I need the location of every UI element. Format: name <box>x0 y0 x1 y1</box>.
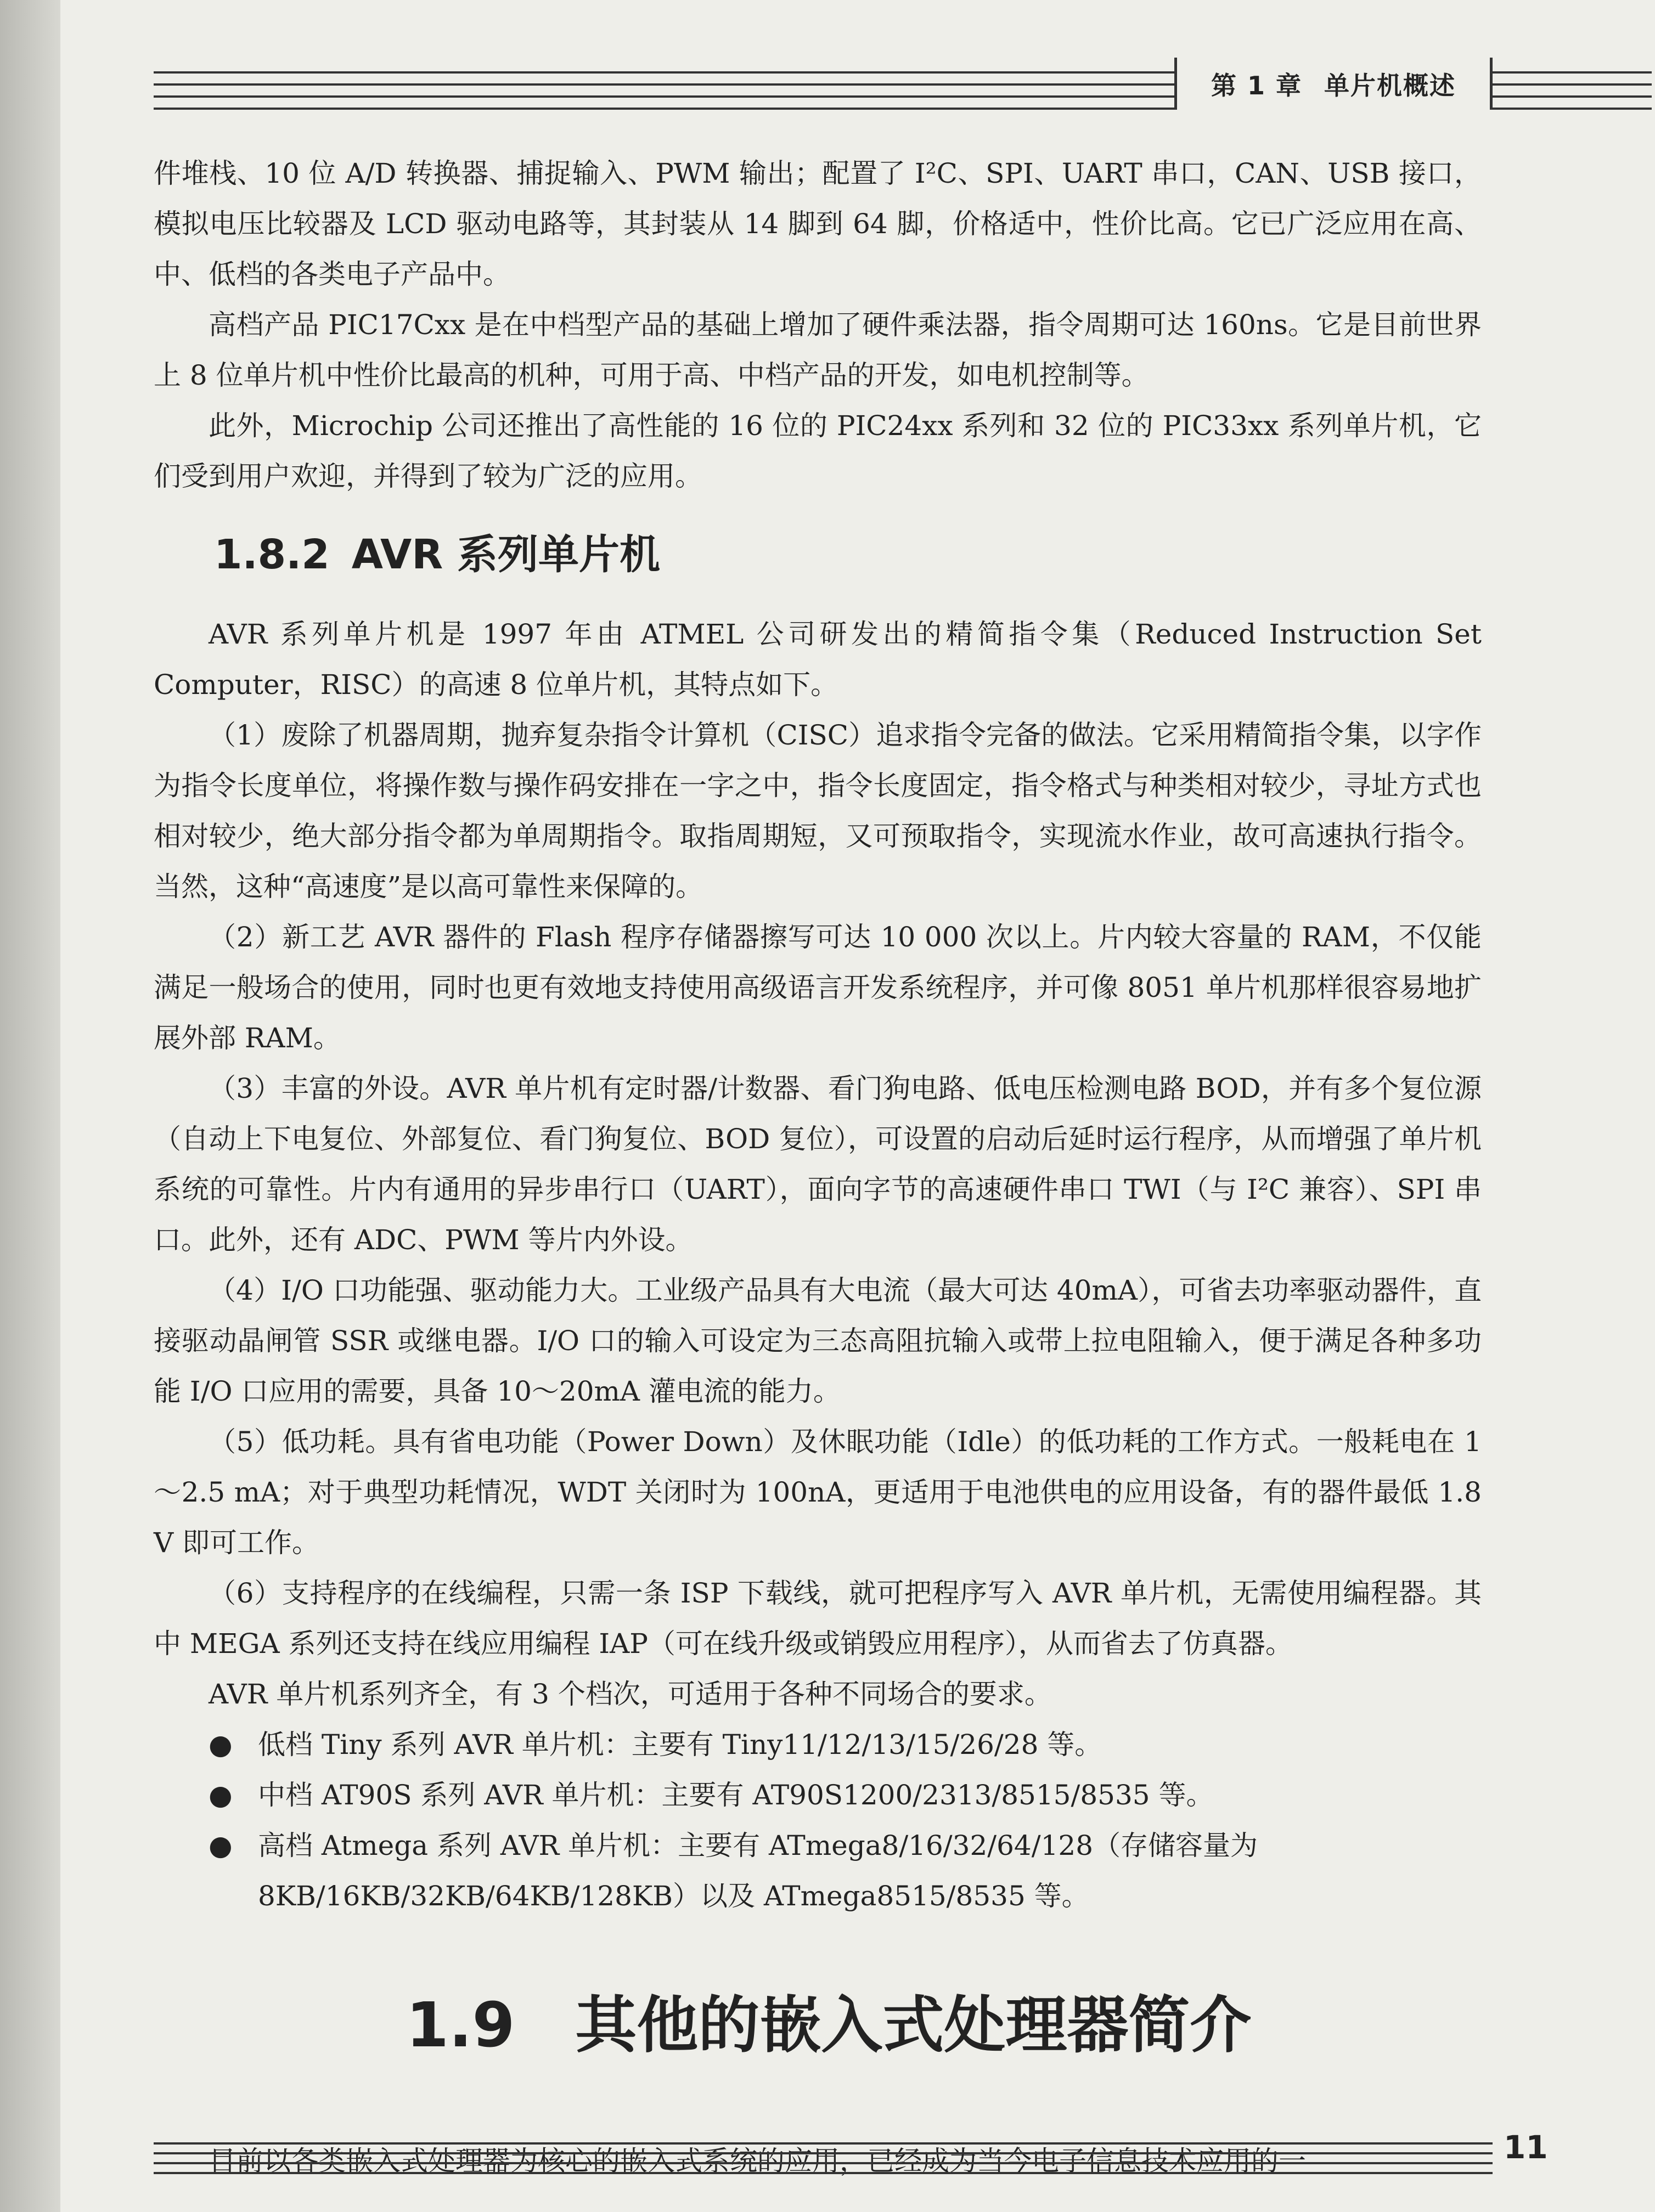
paragraph: 件堆栈、10 位 A/D 转换器、捕捉输入、PWM 输出；配置了 I²C、SPI、UART 串口，CAN、USB 接口，模拟电压比较器及 LCD 驱动电路等，其封装从 14 脚到 64 脚，价格适中，性价比高。它已广泛应用在高、中、低档的各类电子产品中。 <box>154 157 1482 290</box>
section-heading-1-9 <box>406 1976 1482 2064</box>
list-item-text: 高档 Atmega 系列 AVR 单片机：主要有 ATmega8/16/32/64/128（存储容量为 8KB/16KB/32KB/64KB/128KB）以及 ATmega8515/8535 等。 <box>258 1830 1258 1912</box>
paragraph: AVR 单片机系列齐全，有 3 个档次，可适用于各种不同场合的要求。 <box>209 1678 1052 1710</box>
page-content <box>154 148 1482 2186</box>
bullet-icon: ● <box>209 1779 233 1811</box>
paragraph: 此外，Microchip 公司还推出了高性能的 16 位的 PIC24xx 系列和 32 位的 PIC33xx 系列单片机，它们受到用户欢迎，并得到了较为广泛的应用。 <box>154 410 1482 492</box>
footer-rule <box>154 2142 1493 2175</box>
running-header <box>1174 58 1493 110</box>
paragraph: （6）支持程序的在线编程，只需一条 ISP 下载线，就可把程序写入 AVR 单片机，无需使用编程器。其中 MEGA 系列还支持在线应用编程 IAP（可在线升级或销毁应用程序），从而省去了仿真器。 <box>154 1577 1482 1660</box>
list-item-text: 低档 Tiny 系列 AVR 单片机：主要有 Tiny11/12/13/15/26/28 等。 <box>258 1729 1102 1760</box>
paragraph: 目前以各类嵌入式处理器为核心的嵌入式系统的应用，已经成为当今电子信息技术应用的一 <box>209 2145 1306 2177</box>
section-number: 1.8.2 <box>214 531 330 578</box>
section-heading-1-8-2 <box>214 522 1482 580</box>
book-spine-shadow <box>0 0 60 2212</box>
paragraph: （3）丰富的外设。AVR 单片机有定时器/计数器、看门狗电路、低电压检测电路 BOD，并有多个复位源（自动上下电复位、外部复位、看门狗复位、BOD 复位），可设置的启动后延时运行程序，从而增强了单片机系统的可靠性。片内有通用的异步串行口（UART），面向字节的高速硬件串口 TWI（与 I²C 兼容）、SPI 串口。此外，还有 ADC、PWM 等片内外设。 <box>154 1073 1482 1256</box>
paragraph: （1）废除了机器周期，抛弃复杂指令计算机（CISC）追求指令完备的做法。它采用精简指令集，以字作为指令长度单位，将操作数与操作码安排在一字之中，指令长度固定，指令格式与种类相对较少，寻址方式也相对较少，绝大部分指令都为单周期指令。取指周期短，又可预取指令，实现流水作业，故可高速执行指令。当然，这种“高速度”是以高可靠性来保障的。 <box>154 719 1482 902</box>
page-number: 11 <box>1504 2129 1548 2166</box>
list-item-text: 中档 AT90S 系列 AVR 单片机：主要有 AT90S1200/2313/8515/8535 等。 <box>258 1779 1214 1811</box>
paragraph: （4）I/O 口功能强、驱动能力大。工业级产品具有大电流（最大可达 40mA），可省去功率驱动器件，直接驱动晶闸管 SSR 或继电器。I/O 口的输入可设定为三态高阻抗输入或带上拉电阻输入，便于满足各种多功能 I/O 口应用的需要，具备 10～20mA 灌电流的能力。 <box>154 1274 1482 1407</box>
paragraph: AVR 系列单片机是 1997 年由 ATMEL 公司研发出的精简指令集（Reduced Instruction Set Computer，RISC）的高速 8 位单片机，其特点如下。 <box>154 618 1482 701</box>
bullet-icon: ● <box>209 1729 233 1760</box>
section-title: 其他的嵌入式处理器简介 <box>575 1990 1252 2061</box>
chapter-number: 第 1 章 <box>1211 70 1303 100</box>
list-item <box>154 1719 1482 1770</box>
chapter-title: 单片机概述 <box>1324 70 1456 100</box>
section-number: 1.9 <box>406 1990 515 2061</box>
section-title: AVR 系列单片机 <box>351 531 660 578</box>
paragraph: 高档产品 PIC17Cxx 是在中档型产品的基础上增加了硬件乘法器，指令周期可达 160ns。它是目前世界上 8 位单片机中性价比最高的机种，可用于高、中档产品的开发，如电机控制等。 <box>154 309 1482 391</box>
bullet-icon: ● <box>209 1830 233 1861</box>
paragraph: （2）新工艺 AVR 器件的 Flash 程序存储器擦写可达 10 000 次以上。片内较大容量的 RAM，不仅能满足一般场合的使用，同时也更有效地支持使用高级语言开发系统程序，并可像 8051 单片机那样很容易地扩展外部 RAM。 <box>154 921 1482 1054</box>
list-item <box>154 1770 1482 1820</box>
list-item <box>154 1820 1482 1921</box>
paragraph: （5）低功耗。具有省电功能（Power Down）及休眠功能（Idle）的低功耗的工作方式。一般耗电在 1～2.5 mA；对于典型功耗情况，WDT 关闭时为 100nA，更适用于电池供电的应用设备，有的器件最低 1.8 V 即可工作。 <box>154 1426 1482 1559</box>
